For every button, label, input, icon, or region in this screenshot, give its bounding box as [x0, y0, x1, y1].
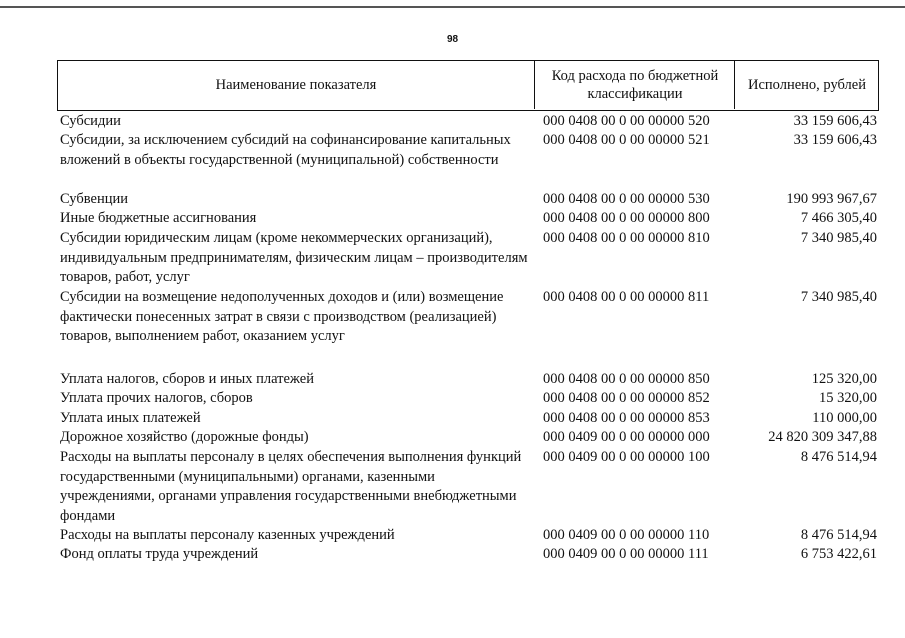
row-name: Субсидии на возмещение недополученных доходов и (или) возмещение фактически понесенных затрат в связи с производством (реализацией) товаров, выполнением работ, оказанием услуг [60, 289, 504, 344]
page-number: 98 [446, 34, 459, 45]
header-code: Код расхода по бюджетной классификации [534, 61, 735, 109]
row-amount: 190 993 967,67 [786, 191, 877, 207]
row-code: 000 0409 00 0 00 00000 111 [543, 546, 709, 562]
row-code: 000 0408 00 0 00 00000 850 [543, 371, 710, 387]
row-amount: 6 753 422,61 [800, 546, 877, 562]
row-amount: 24 820 309 347,88 [768, 429, 877, 445]
row-name: Иные бюджетные ассигнования [60, 210, 257, 226]
row-code: 000 0408 00 0 00 00000 530 [543, 191, 710, 207]
row-code: 000 0409 00 0 00 00000 000 [543, 429, 710, 445]
header-name: Наименование показателя [215, 77, 377, 93]
row-code: 000 0408 00 0 00 00000 520 [543, 113, 710, 129]
table-header [57, 60, 879, 111]
row-code: 000 0408 00 0 00 00000 811 [543, 289, 710, 305]
row-amount: 110 000,00 [812, 410, 877, 426]
row-code: 000 0408 00 0 00 00000 800 [543, 210, 710, 226]
row-code: 000 0409 00 0 00 00000 100 [543, 449, 710, 465]
top-rule [0, 6, 905, 8]
row-amount: 125 320,00 [811, 371, 877, 387]
row-code: 000 0408 00 0 00 00000 810 [543, 230, 710, 246]
row-name: Уплата налогов, сборов и иных платежей [60, 371, 314, 387]
row-code: 000 0409 00 0 00 00000 110 [543, 527, 710, 543]
row-code: 000 0408 00 0 00 00000 852 [543, 390, 710, 406]
row-code: 000 0408 00 0 00 00000 853 [543, 410, 710, 426]
row-amount: 33 159 606,43 [793, 132, 877, 148]
row-amount: 7 340 985,40 [800, 289, 877, 305]
row-amount: 7 340 985,40 [800, 230, 877, 246]
row-name: Расходы на выплаты персоналу в целях обеспечения выполнения функций государственными (муниципальными) органами, казенными учреждениями, органами управления государственными внебюджетными фондами [60, 449, 522, 524]
header-amount: Исполнено, рублей [734, 61, 879, 109]
row-name: Дорожное хозяйство (дорожные фонды) [60, 429, 309, 445]
row-name: Субвенции [60, 191, 128, 207]
row-code: 000 0408 00 0 00 00000 521 [543, 132, 710, 148]
row-amount: 15 320,00 [819, 390, 877, 406]
row-name: Уплата иных платежей [60, 410, 201, 426]
row-name: Субсидии, за исключением субсидий на софинансирование капитальных вложений в объекты государственной (муниципальной) собственности [60, 132, 511, 168]
row-name: Субсидии юридическим лицам (кроме некоммерческих организаций), индивидуальным предпринимателям, физическим лицам – производителям товаров, работ, услуг [60, 230, 528, 285]
row-name: Расходы на выплаты персоналу казенных учреждений [60, 527, 395, 543]
row-name: Фонд оплаты труда учреждений [60, 546, 259, 562]
row-amount: 7 466 305,40 [800, 210, 877, 226]
row-name: Субсидии [60, 113, 121, 129]
row-name: Уплата прочих налогов, сборов [60, 390, 253, 406]
row-amount: 33 159 606,43 [793, 113, 877, 129]
row-amount: 8 476 514,94 [800, 527, 877, 543]
row-amount: 8 476 514,94 [800, 449, 877, 465]
